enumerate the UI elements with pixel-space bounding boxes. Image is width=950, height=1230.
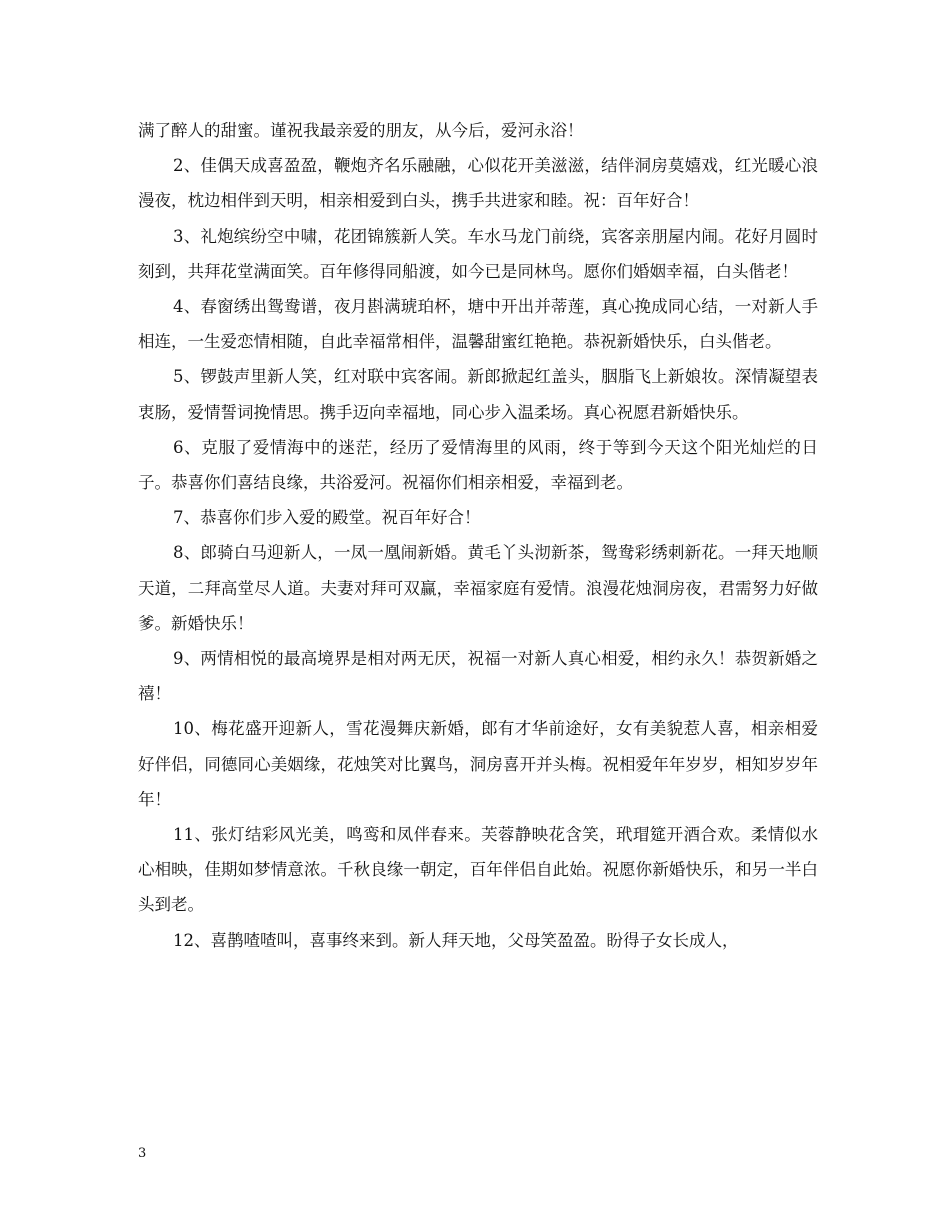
paragraph-7: 7、恭喜你们步入爱的殿堂。祝百年好合！ xyxy=(173,508,481,528)
paragraph-4: 4、春窗绣出鸳鸯谱，夜月斟满琥珀杯，塘中开出并蒂莲，真心挽成同心结，一对新人手相连，一生爱恋情相随，自此幸福常相伴，温馨甜蜜红艳艳。恭祝新婚快乐，白头偕老。 xyxy=(138,297,818,352)
paragraph-continuation: 满了醉人的甜蜜。谨祝我最亲爱的朋友，从今后，爱河永浴！ xyxy=(138,121,584,140)
paragraph-9: 9、两情相悦的最高境界是相对两无厌，祝福一对新人真心相爱，相约永久！恭贺新婚之禧！ xyxy=(138,649,818,704)
paragraph-5: 5、锣鼓声里新人笑，红对联中宾客闹。新郎掀起红盖头，胭脂飞上新娘妆。深情凝望表衷肠，爱情誓词挽情思。携手迈向幸福地，同心步入温柔场。真心祝愿君新婚快乐。 xyxy=(138,367,818,422)
paragraph-10: 10、梅花盛开迎新人，雪花漫舞庆新婚，郎有才华前途好，女有美貌惹人喜，相亲相爱好伴侣，同德同心美姻缘，花烛笑对比翼鸟，洞房喜开并头梅。祝相爱年年岁岁，相知岁岁年年！ xyxy=(138,719,818,809)
paragraph-6: 6、克服了爱情海中的迷茫，经历了爱情海里的风雨，终于等到今天这个阳光灿烂的日子。恭喜你们喜结良缘，共浴爱河。祝福你们相亲相爱，幸福到老。 xyxy=(138,437,818,493)
paragraph-2: 2、佳偶天成喜盈盈，鞭炮齐名乐融融，心似花开美滋滋，结伴洞房莫嬉戏，红光暖心浪漫夜，枕边相伴到天明，相亲相爱到白头，携手共进家和睦。祝：百年好合！ xyxy=(138,156,818,211)
page-number: 3 xyxy=(138,1146,147,1161)
paragraph-8: 8、郎骑白马迎新人，一凤一凰闹新婚。黄毛丫头沏新茶，鸳鸯彩绣刺新花。一拜天地顺天道，二拜高堂尽人道。夫妻对拜可双赢，幸福家庭有爱情。浪漫花烛洞房夜，君需努力好做爹。新婚快乐！ xyxy=(138,543,818,633)
document-body xyxy=(138,113,818,958)
paragraph-3: 3、礼炮缤纷空中啸，花团锦簇新人笑。车水马龙门前绕，宾客亲朋屋内闹。花好月圆时刻到，共拜花堂满面笑。百年修得同船渡，如今已是同林鸟。愿你们婚姻幸福，白头偕老！ xyxy=(138,226,818,281)
paragraph-12: 12、喜鹊喳喳叫，喜事终来到。新人拜天地，父母笑盈盈。盼得子女长成人， xyxy=(173,930,739,950)
paragraph-11: 11、张灯结彩风光美，鸣鸾和凤伴春来。芙蓉静映花含笑，玳瑁筵开酒合欢。柔情似水心相映，佳期如梦情意浓。千秋良缘一朝定，百年伴侣自此始。祝愿你新婚快乐，和另一半白头到老。 xyxy=(138,825,818,915)
